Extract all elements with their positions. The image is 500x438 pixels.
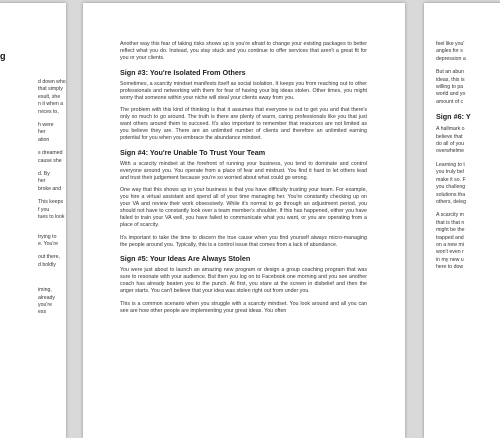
text-line-fragment: you truly bel [436,169,464,176]
body-paragraph: The problem with this kind of thinking is that it assumes that everyone is out to get you and that there's only so much to go around. The truth is there are plenty of warm, caring professionals like you that just want others around them to succeed. It's also important to remember that resources are not limited as you believe they are. There are an unlimited number of clients and therefore an unlimited earning potential for you when you embrace the abundance mindset. [120,107,367,141]
text-line-fragment: world and yo [436,91,466,98]
text-line-fragment: you're [38,301,52,308]
right-page-bottom-lines [436,126,500,271]
text-line-fragment: believe that [436,133,463,140]
text-line-fragment: broke and [38,185,62,192]
right-page-content [436,41,500,272]
text-line-fragment: cause she [38,157,62,164]
text-line-fragment: you challeng [436,184,466,191]
text-line-fragment: that simply [38,86,63,93]
text-line-fragment: her [38,178,46,185]
body-paragraph: Sometimes, a scarcity mindset manifests itself as social isolation. It keeps you from reaching out to other professionals and networking with them for fear of having your big ideas stolen. Other times, you might worry that someone within your niche will steal your clients away from you. [120,80,367,101]
text-line-fragment: But an abun [436,69,464,76]
section-heading-sign-4: Sign #4: You're Unable To Trust Your Team [120,147,266,157]
text-line-fragment: overwhelme [436,148,464,155]
left-page-heading: g [0,51,6,61]
text-line-fragment: A hallmark o [436,126,465,133]
text-line-fragment: might be the [436,227,465,234]
text-line-fragment: on a new mi [436,241,464,248]
body-paragraph: You were just about to launch an amazing new program or design a group coaching program that was sure to resonate with your audience. But then you log on to Facebook one morning and you see another coach has already beaten you to the punch. At first, you stare at the screen in disbelief and then the anger starts. You can't believe that your idea was stolen right out from under you. [120,267,367,294]
text-line-fragment: Learning to t [436,161,465,168]
text-line-fragment: ideas, this is [436,76,465,83]
text-line-fragment: iming, [38,287,52,294]
text-line-fragment: esult, she [38,93,61,100]
right-page-heading: Sign #6: Y [436,112,471,122]
text-line-fragment: A scarcity m [436,212,464,219]
text-line-fragment: do all of you [436,141,464,148]
body-paragraph: It's important to take the time to discern the true cause when you find yourself always micro-managing the people around you. Typically, this is a control issue that comes from a lack of abundance. [120,234,367,248]
left-page-content [0,41,66,317]
right-page-top-lines [436,41,500,106]
section-heading-sign-5: Sign #5: Your Ideas Are Always Stolen [120,254,251,263]
text-line-fragment: depression a [436,55,466,62]
text-line-fragment: rvices to, [38,108,59,115]
text-line-fragment: willing to pa [436,84,464,91]
body-paragraph: One way that this shows up in your business is that you have difficulty trusting your team. For example, you hire a virtual assistant and spend all of your time managing her. You're constantly checking up on your VA and review their work obsessively. While it's normal to go through an adjustment period, you should not have to constantly look over a team member's shoulder. If this has happened, either you have failed to train your VA well, you have failed to communicate what you want, or you are operating from a place of scarcity. [120,187,367,228]
text-line-fragment: This keeps [38,199,64,206]
text-line-fragment: d boldly [38,261,56,268]
text-line-fragment: ess [38,309,47,316]
text-line-fragment: ation [38,136,50,143]
text-line-fragment: trying to [38,233,57,240]
text-line-fragment: h were [38,122,54,129]
text-line-fragment: e. You're [38,240,59,247]
text-line-fragment: out there, [38,254,60,261]
text-line-fragment: n it when a [38,101,64,108]
text-line-fragment: solutions tha [436,191,466,198]
body-paragraph: This is a common scenario when you struggle with a scarcity mindset. You look around and all you can see are how other people are implementing your great ideas. You often [120,300,367,314]
text-line-fragment: already [38,294,56,301]
text-line-fragment: her [38,129,46,136]
text-line-fragment: won't even r [436,249,464,256]
text-line-fragment: d. By [38,171,50,178]
intro-paragraph: Another way this fear of taking risks shows up is you're afraid to change your existing packages to better reflect what you do. Instead, you stay stuck and you continue to offer services that aren't a great fit for you or your clients. [120,41,367,61]
text-line-fragment: amount of c [436,98,464,105]
text-line-fragment: feel like you' [436,41,465,47]
document-page-left [0,3,66,438]
section-heading-sign-3: Sign #3: You're Isolated From Others [120,67,246,77]
main-page-content [120,41,367,320]
document-page-main [83,3,405,438]
text-line-fragment: make it so. F [436,176,466,183]
text-line-fragment: f you [38,206,50,213]
left-page-lines [0,79,66,317]
text-line-fragment: s dreamed [38,150,63,157]
document-page-right [424,3,500,438]
text-line-fragment: in my new u [436,256,464,263]
text-line-fragment: tues to look [38,214,65,221]
text-line-fragment: d down who [38,79,66,85]
body-paragraph: With a scarcity mindset at the forefront of running your business, you tend to dominate and control everyone around you. You operate from a place of fear and mistrust. You find it hard to let others lead and trust their judgement because you're so worried about what could go wrong. [120,160,367,181]
text-line-fragment: others, deleg [436,198,466,205]
text-line-fragment: trapped and [436,234,464,241]
text-line-fragment: that is that n [436,219,465,226]
text-line-fragment: angles for s [436,48,463,55]
text-line-fragment: here to dow [436,264,464,271]
